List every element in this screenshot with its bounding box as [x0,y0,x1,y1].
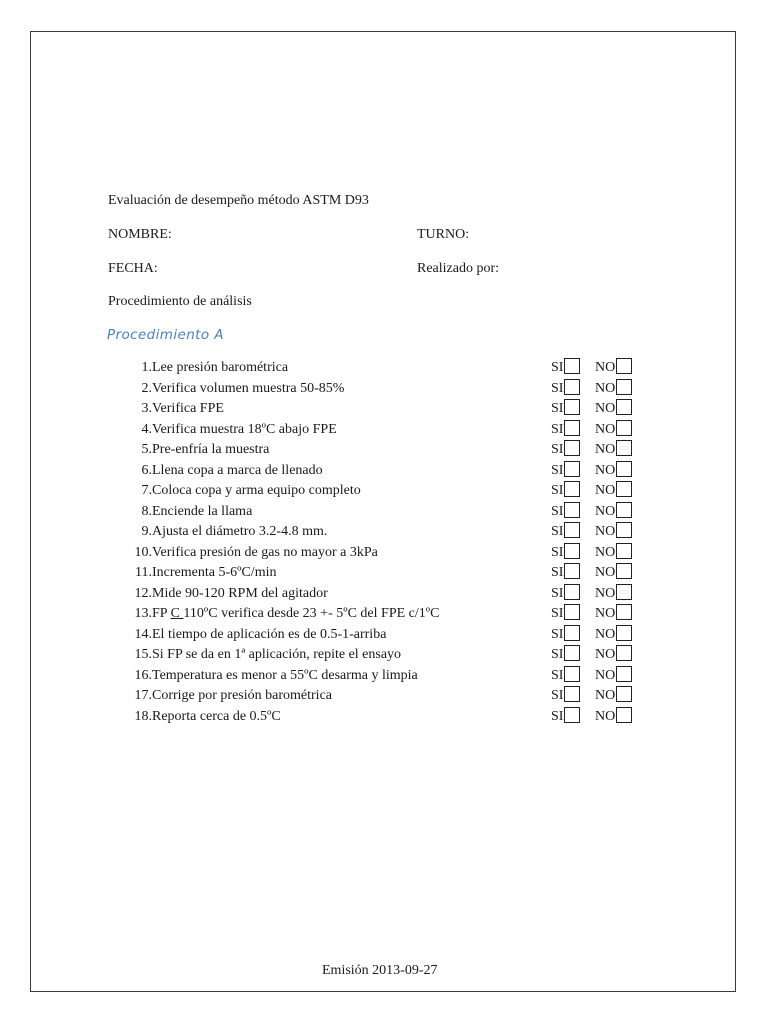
checklist-item [108,420,648,441]
no-option [595,399,632,419]
item-label [152,522,327,542]
yes-checkbox[interactable] [564,440,580,456]
item-label [152,625,386,645]
yes-option [551,399,580,419]
item-number: 3. [141,401,152,416]
no-checkbox[interactable] [616,604,632,620]
yes-label: SI [551,565,564,580]
item-text-continued: 110ºC verifica desde 23 +- 5ºC del FPE c/1ºC [183,606,440,621]
yes-option [551,563,580,583]
yes-checkbox[interactable] [564,420,580,436]
item-number: 10. [134,544,152,560]
yes-option [551,379,580,399]
yes-checkbox[interactable] [564,522,580,538]
item-text: Coloca copa y arma equipo completo [152,483,361,498]
item-label [152,481,361,501]
item-number: 8. [141,503,152,519]
item-label [152,420,337,440]
item-label [152,584,328,604]
item-text: Mide 90-120 RPM del agitador [152,585,328,601]
no-option [595,358,632,378]
item-text: Verifica volumen muestra 50-85% [152,380,345,396]
no-option [595,502,632,522]
no-checkbox[interactable] [616,707,632,723]
yes-label: SI [551,524,564,539]
no-label: NO [595,708,616,724]
yes-option [551,420,580,440]
checklist-item [108,543,648,564]
no-checkbox[interactable] [616,543,632,559]
document-title: Evaluación de desempeño método ASTM D93 [108,193,369,208]
yes-label: SI [551,647,564,662]
item-number: 13. [134,606,152,621]
item-label [152,358,288,378]
item-label [152,502,252,522]
yes-checkbox[interactable] [564,461,580,477]
no-option [595,461,632,481]
yes-checkbox[interactable] [564,645,580,661]
item-text: Incrementa 5-6ºC/min [152,565,277,580]
no-checkbox[interactable] [616,563,632,579]
checklist-item [108,379,648,400]
yes-option [551,502,580,522]
yes-checkbox[interactable] [564,686,580,702]
item-number: 17. [134,688,152,703]
yes-checkbox[interactable] [564,666,580,682]
item-text: FP [152,606,171,621]
item-label [152,379,344,399]
realizado-field-label: Realizado por: [417,261,500,276]
no-checkbox[interactable] [616,502,632,518]
yes-option [551,481,580,501]
yes-option [551,584,580,604]
yes-label: SI [551,626,564,642]
fecha-field-label: FECHA: [108,261,158,276]
no-label: NO [595,688,616,703]
yes-label: SI [551,483,564,498]
yes-label: SI [551,401,564,416]
yes-option [551,625,580,645]
checklist-item [108,563,648,584]
no-checkbox[interactable] [616,625,632,641]
item-label [152,461,323,481]
no-checkbox[interactable] [616,379,632,395]
no-checkbox[interactable] [616,461,632,477]
item-text: Verifica FPE [152,401,224,416]
item-text: Enciende la llama [152,503,253,519]
item-text: Verifica presión de gas no mayor a 3kPa [152,544,378,560]
no-option [595,645,632,665]
checklist-item [108,522,648,543]
no-option [595,686,632,706]
yes-checkbox[interactable] [564,379,580,395]
yes-checkbox[interactable] [564,399,580,415]
yes-checkbox[interactable] [564,502,580,518]
item-text: Pre-enfría la muestra [152,442,270,457]
yes-option [551,522,580,542]
checklist-item [108,604,648,625]
no-label: NO [595,626,616,642]
no-label: NO [595,360,616,375]
checklist-item [108,645,648,666]
item-label [152,399,224,419]
item-number: 12. [134,585,152,601]
checklist-item [108,666,648,687]
item-text: Verifica muestra 18ºC abajo FPE [152,421,337,437]
item-number: 18. [134,708,152,724]
yes-option [551,686,580,706]
no-option [595,481,632,501]
yes-option [551,440,580,460]
turno-field-label: TURNO: [417,227,470,242]
no-option [595,420,632,440]
no-checkbox[interactable] [616,645,632,661]
item-text: El tiempo de aplicación es de 0.5-1-arriba [152,626,387,642]
yes-label: SI [551,380,564,396]
procedure-subheading: Procedimiento A [107,327,224,343]
item-text: Lee presión barométrica [152,360,289,375]
no-option [595,584,632,604]
yes-label: SI [551,421,564,437]
item-number: 14. [134,626,152,642]
yes-label: SI [551,708,564,724]
no-option [595,543,632,563]
yes-option [551,707,580,727]
item-label [152,543,378,563]
no-label: NO [595,462,616,478]
item-text: Corrige por presión barométrica [152,688,332,703]
checklist-item [108,625,648,646]
no-option [595,440,632,460]
no-checkbox[interactable] [616,440,632,456]
item-number: 5. [141,442,152,457]
checklist-item [108,440,648,461]
item-number: 1. [141,360,152,375]
no-option [595,522,632,542]
item-label [152,645,401,665]
no-label: NO [595,401,616,416]
yes-label: SI [551,606,564,621]
no-checkbox[interactable] [616,686,632,702]
yes-checkbox[interactable] [564,584,580,600]
checklist-item [108,584,648,605]
item-label [152,686,332,706]
item-label [152,707,281,727]
no-label: NO [595,442,616,457]
checklist-item [108,686,648,707]
no-label: NO [595,483,616,498]
yes-label: SI [551,442,564,457]
no-option [595,379,632,399]
no-label: NO [595,585,616,601]
no-label: NO [595,667,616,683]
yes-option [551,645,580,665]
item-text: Llena copa a marca de llenado [152,462,323,478]
checklist-item [108,399,648,420]
yes-label: SI [551,503,564,519]
no-label: NO [595,565,616,580]
yes-label: SI [551,544,564,560]
yes-option [551,461,580,481]
yes-checkbox[interactable] [564,625,580,641]
no-checkbox[interactable] [616,399,632,415]
item-label [152,563,276,583]
yes-option [551,543,580,563]
checklist-item [108,358,648,379]
yes-label: SI [551,585,564,601]
no-label: NO [595,421,616,437]
item-number: 6. [141,462,152,478]
yes-checkbox[interactable] [564,543,580,559]
no-option [595,563,632,583]
item-number: 15. [134,647,152,662]
item-text: Temperatura es menor a 55ºC desarma y limpia [152,667,418,683]
no-checkbox[interactable] [616,358,632,374]
no-option [595,707,632,727]
yes-option [551,358,580,378]
no-option [595,604,632,624]
yes-checkbox[interactable] [564,604,580,620]
yes-option [551,666,580,686]
item-number: 2. [141,380,152,396]
yes-option [551,604,580,624]
yes-checkbox[interactable] [564,563,580,579]
item-number: 4. [141,421,152,437]
checklist [108,358,648,727]
no-checkbox[interactable] [616,481,632,497]
yes-checkbox[interactable] [564,358,580,374]
no-option [595,666,632,686]
no-label: NO [595,606,616,621]
yes-label: SI [551,462,564,478]
item-number: 9. [141,524,152,539]
yes-label: SI [551,688,564,703]
item-text: Reporta cerca de 0.5ºC [152,708,281,724]
no-label: NO [595,503,616,519]
item-text: Si FP se da en 1ª aplicación, repite el ensayo [152,647,402,662]
no-label: NO [595,380,616,396]
item-label [152,440,269,460]
item-text-underlined: C [170,606,184,621]
no-label: NO [595,647,616,662]
item-number: 16. [134,667,152,683]
checklist-item [108,502,648,523]
yes-label: SI [551,667,564,683]
no-label: NO [595,544,616,560]
yes-checkbox[interactable] [564,481,580,497]
checklist-item [108,461,648,482]
no-checkbox[interactable] [616,666,632,682]
checklist-item [108,481,648,502]
yes-checkbox[interactable] [564,707,580,723]
checklist-item [108,707,648,728]
item-number: 7. [141,483,152,498]
nombre-field-label: NOMBRE: [108,227,172,242]
no-checkbox[interactable] [616,522,632,538]
yes-label: SI [551,360,564,375]
no-label: NO [595,524,616,539]
item-label [152,666,418,686]
no-checkbox[interactable] [616,584,632,600]
item-number: 11. [135,565,152,580]
item-text: Ajusta el diámetro 3.2-4.8 mm. [152,524,328,539]
procedure-heading: Procedimiento de análisis [108,294,252,309]
no-option [595,625,632,645]
no-checkbox[interactable] [616,420,632,436]
item-label [152,604,439,624]
footer-emission-date: Emisión 2013-09-27 [322,963,438,978]
